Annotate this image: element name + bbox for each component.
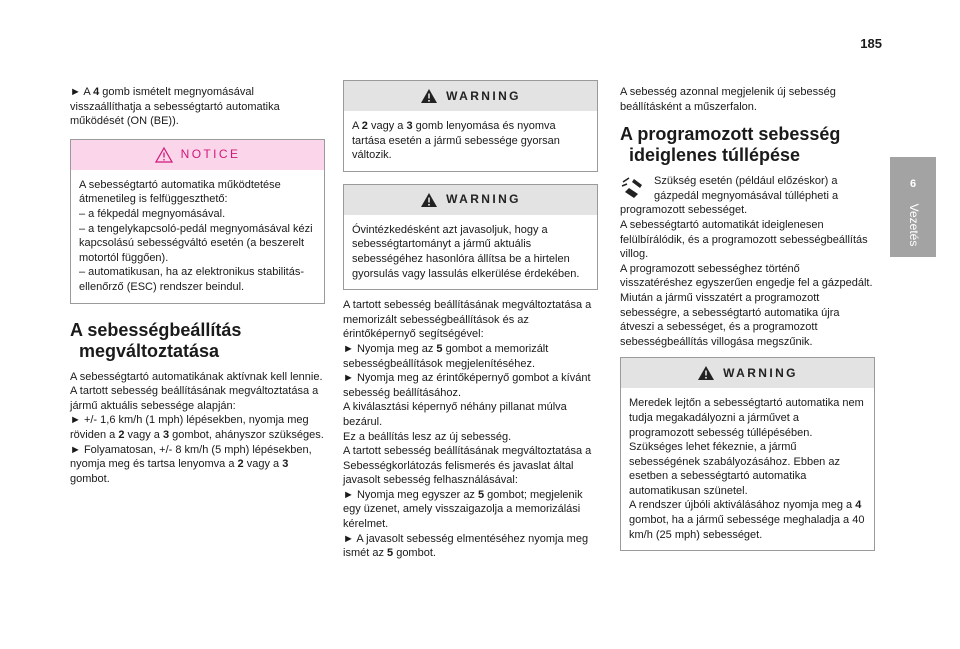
paragraph: ► Nyomja meg az 5 gombot a memorizált sebességbeállítások megjelenítéséhez. xyxy=(343,342,549,370)
notice-triangle-icon xyxy=(155,147,173,163)
accelerator-pedal-icon xyxy=(620,176,648,200)
paragraph: A tartott sebesség beállításának megváltoztatása a memorizált sebességbeállítások és az érintőképernyő segítségével: xyxy=(343,299,592,341)
warning-header xyxy=(621,358,874,388)
chapter-label: Vezetés xyxy=(907,203,921,247)
paragraph: A sebesség azonnal megjelenik új sebesség beállításként a műszerfalon. xyxy=(620,86,836,113)
column-2 xyxy=(343,80,598,561)
paragraph: ► Nyomja meg egyszer az 5 gombot; megjelenik egy üzenet, amely visszaigazolja a memorizálási kérelmet. xyxy=(343,488,583,531)
warning-title: WARNING xyxy=(446,192,521,207)
warning-triangle-icon xyxy=(420,192,438,208)
warning-title: WARNING xyxy=(723,366,798,381)
paragraph: A tartott sebesség beállításának megváltoztatása a Sebességkorlátozás felismerés és javaslat által javasolt sebesség felhasználásával: xyxy=(343,445,592,487)
section-heading-speed-change: A sebességbeállítás megváltoztatása xyxy=(70,319,242,361)
warning-title: WARNING xyxy=(446,88,521,103)
paragraph: Miután a jármű visszatért a programozott sebességre, a sebességtartó automatika újra átveszi a sebességet, és a programozott sebességbeállítás villogása megszűnik. xyxy=(620,291,840,348)
warning-header xyxy=(344,81,597,111)
notice-line: A sebességtartó automatika működtetése átmenetileg is felfüggeszthető: xyxy=(79,178,281,206)
paragraph: ► +/- 1,6 km/h (1 mph) lépésekben, nyomja meg röviden a 2 vagy a 3 gombot, ahányszor szükséges. xyxy=(70,414,324,441)
section-heading-override: A programozott sebesség ideiglenes túllépése xyxy=(620,124,841,166)
column-3 xyxy=(620,85,875,551)
warning-box xyxy=(343,184,598,290)
notice-box xyxy=(70,139,325,304)
column-2-text xyxy=(343,298,598,561)
resume-instruction: ► A 4 gomb ismételt megnyomásával visszaállíthatja a sebességtartó automatika működését (ON (BE)). xyxy=(70,86,280,128)
notice-line: – a tengelykapcsoló-pedál megnyomásával kézi kapcsolású sebességváltó esetén (a beszerelt motortól függően). xyxy=(79,222,313,264)
chapter-number: 6 xyxy=(909,178,917,190)
notice-header xyxy=(71,140,324,170)
warning-box xyxy=(343,80,598,172)
notice-line: – a fékpedál megnyomásával. xyxy=(79,207,226,220)
warning-box xyxy=(620,357,875,551)
warning-body: Meredek lejtőn a sebességtartó automatika nem tudja megakadályozni a járművet a programozott sebesség túllépésében. Szükséges lehet fékeznie, a jármű sebességének szabályozásához. Ebben az esetben a sebességtartó automatika automatikusan szünetel. A rendszer újbóli aktiválásához nyomja meg a 4 gombot, ha a jármű sebessége meghaladja a 40 km/h (25 mph) sebességet. xyxy=(629,397,865,541)
paragraph: A sebességtartó automatikának aktívnak kell lennie. xyxy=(70,370,323,383)
warning-header xyxy=(344,185,597,215)
notice-line: – automatikusan, ha az elektronikus stabilitás-ellenőrző (ESC) rendszer beindul. xyxy=(79,266,305,293)
paragraph: A kiválasztási képernyő néhány pillanat múlva bezárul. xyxy=(343,401,567,428)
warning-body: Óvintézkedésként azt javasoljuk, hogy a sebességtartományt a jármű aktuális sebességéhez hasonlóra állítsa be a hirtelen gyorsulás vagy lassulás elkerülése érdekében. xyxy=(352,223,580,280)
page-number: 185 xyxy=(860,36,882,51)
notice-title: NOTICE xyxy=(180,147,241,162)
paragraph: Ez a beállítás lesz az új sebesség. xyxy=(343,430,512,443)
paragraph: ► Nyomja meg az érintőképernyő gombot a kívánt sebesség beállításához. xyxy=(343,372,591,399)
paragraph: Szükség esetén (például előzéskor) a gázpedál megnyomásával túllépheti a programozott sebességet. xyxy=(620,175,839,217)
paragraph: A programozott sebességhez történő visszatéréshez egyszerűen engedje fel a gázpedált. xyxy=(620,262,873,290)
override-text xyxy=(620,174,875,349)
paragraph: A tartott sebesség beállításának megváltoztatása a jármű aktuális sebessége alapján: xyxy=(70,385,319,412)
warning-triangle-icon xyxy=(420,88,438,104)
column-1 xyxy=(70,85,325,486)
warning-body: A 2 vagy a 3 gomb lenyomása és nyomva tartása esetén a jármű sebessége gyorsan változik. xyxy=(352,120,560,162)
paragraph: ► A javasolt sebesség elmentéséhez nyomja meg ismét az 5 gombot. xyxy=(343,532,589,560)
paragraph: ► Folyamatosan, +/- 8 km/h (5 mph) lépésekben, nyomja meg és tartsa lenyomva a 2 vagy a 3 gombot. xyxy=(70,443,312,485)
paragraph: A sebességtartó automatikát ideiglenesen felülbírálódik, és a programozott sebességbeállítás villog. xyxy=(620,218,868,261)
notice-body xyxy=(71,170,324,303)
warning-triangle-icon xyxy=(697,365,715,381)
